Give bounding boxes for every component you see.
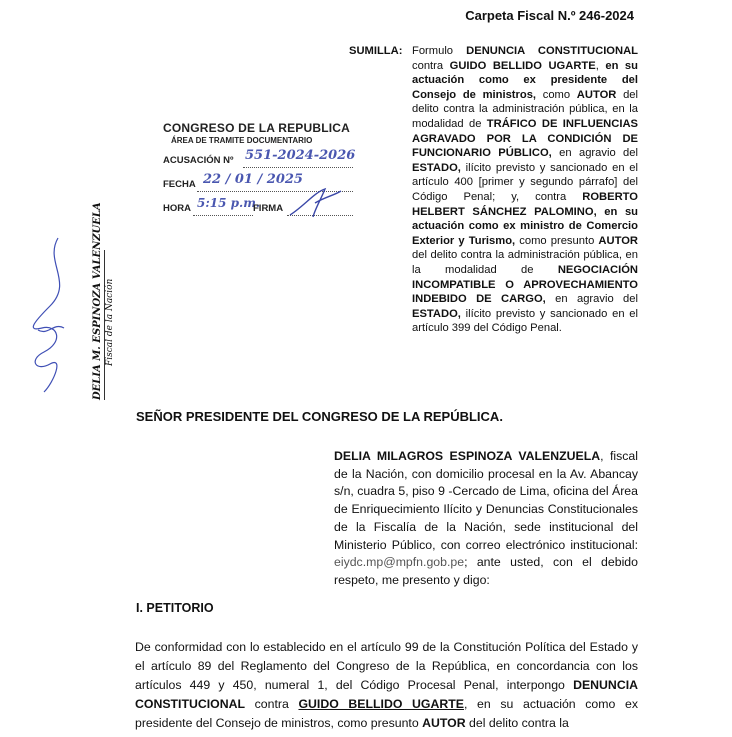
sumilla-text-part: , — [595, 59, 606, 72]
stamp-signature-icon — [285, 187, 345, 221]
intro-text: , fiscal de la Nación, con domicilio procesal en la Av. Abancay s/n, cuadra 5, piso 9 -Cercado de Lima, oficina del Área de Enriquecimiento Ilícito y Denuncias Constitucionales de la Fiscalía de la Nación, sede institucional del Ministerio Público, con correo electrónico institucional: — [334, 449, 638, 552]
sumilla-block — [345, 44, 638, 336]
fiscal-signature-block — [92, 202, 115, 400]
stamp-acusacion-row — [163, 148, 383, 169]
stamp-hora-row — [163, 196, 383, 217]
sumilla-text-part: en agravio del — [551, 147, 638, 160]
intro-text-end: ; ante usted, con el debido respeto, me presento y digo: — [334, 555, 638, 587]
sumilla-bold-part: GUIDO BELLIDO UGARTE — [449, 59, 596, 72]
petitorio-accused-name: GUIDO BELLIDO UGARTE — [298, 697, 464, 711]
fiscal-signature-icon — [14, 232, 86, 402]
sumilla-text-part: del delito contra la administración pública, en la modalidad de — [412, 249, 638, 276]
stamp-firma-label: FIRMA — [253, 203, 284, 214]
addressee-heading: SEÑOR PRESIDENTE DEL CONGRESO DE LA REPÚBLICA. — [136, 409, 503, 424]
fiscal-role: Fiscal de la Nación — [105, 278, 115, 366]
carpeta-fiscal-number: Carpeta Fiscal N.º 246-2024 — [465, 8, 634, 23]
stamp-fecha-label: FECHA — [163, 179, 196, 190]
petitorio-bold: AUTOR — [422, 716, 466, 730]
sumilla-bold-part: AUTOR — [598, 234, 638, 247]
stamp-hora-label: HORA — [163, 203, 191, 214]
sumilla-text-part: ilícito previsto y sancionado en el artículo 400 [primer y segundo párrafo] del Código Penal; y, contra — [412, 161, 638, 203]
reception-stamp — [163, 121, 383, 217]
sumilla-text-part: del delito contra la administración pública, en la modalidad de — [412, 88, 638, 130]
section-title-petitorio: I. PETITORIO — [136, 601, 214, 615]
petitorio-text: contra — [244, 697, 299, 711]
stamp-dotted-line — [193, 215, 253, 216]
stamp-hora-value: 5:15 p.m. — [197, 196, 261, 210]
sumilla-bold-part: ESTADO, — [412, 161, 461, 174]
sumilla-label: SUMILLA: — [349, 45, 403, 57]
fiscal-name: DELIA M. ESPINOZA VALENZUELA — [92, 202, 103, 400]
sumilla-bold-part: ROBERTO HELBERT SÁNCHEZ PALOMINO, en su actuación como ex ministro de Comercio Exterior y Turismo, — [412, 190, 638, 247]
sumilla-text — [412, 44, 638, 336]
stamp-title: CONGRESO DE LA REPUBLICA — [163, 121, 351, 135]
stamp-acusacion-value: 551-2024-2026 — [245, 148, 356, 163]
intro-paragraph — [334, 448, 638, 590]
stamp-subtitle: ÁREA DE TRAMITE DOCUMENTARIO — [171, 136, 313, 145]
petitorio-text: De conformidad con lo establecido en el artículo 99 de la Constitución Política del Estado y el artículo 89 del Reglamento del Congreso de la República, en concordancia con los artículos 449 y 450, numeral 1, del Código Procesal Penal, interpongo — [135, 640, 638, 692]
sumilla-bold-part: en su actuación como ex presidente del Consejo de ministros, — [412, 59, 638, 101]
sumilla-text-part: ilícito previsto y sancionado en el artículo 399 del Código Penal. — [412, 307, 638, 335]
intro-name: DELIA MILAGROS ESPINOZA VALENZUELA — [334, 449, 601, 463]
petitorio-bold: DENUNCIA CONSTITUCIONAL — [135, 678, 638, 711]
sumilla-bold-part: TRÁFICO DE INFLUENCIAS AGRAVADO POR LA CONDICIÓN DE FUNCIONARIO PÚBLICO, — [412, 117, 638, 160]
sumilla-text-part: como — [536, 88, 577, 101]
sumilla-bold-part: NEGOCIACIÓN INCOMPATIBLE O APROVECHAMIENTO INDEBIDO DE CARGO, — [412, 263, 638, 306]
petitorio-paragraph — [135, 638, 638, 733]
stamp-fecha-row — [163, 172, 383, 193]
petitorio-text: , en su actuación como ex presidente del Consejo de ministros, como presunto — [135, 697, 638, 730]
sumilla-bold-part: DENUNCIA CONSTITUCIONAL — [466, 45, 638, 57]
sumilla-bold-part: AUTOR — [576, 88, 617, 101]
petitorio-text: del delito contra la — [465, 716, 569, 730]
sumilla-text-part: como presunto — [515, 234, 599, 247]
stamp-acusacion-label: ACUSACIÓN Nº — [163, 155, 234, 166]
stamp-dotted-line — [243, 167, 353, 168]
intro-email: eiydc.mp@mpfn.gob.pe — [334, 555, 465, 570]
sumilla-text-part: contra — [412, 59, 450, 72]
stamp-fecha-value: 22 / 01 / 2025 — [203, 172, 303, 187]
sumilla-text-part: Formulo — [412, 45, 467, 57]
sumilla-bold-part: ESTADO, — [412, 307, 461, 320]
sumilla-text-part: en agravio del — [545, 293, 638, 306]
